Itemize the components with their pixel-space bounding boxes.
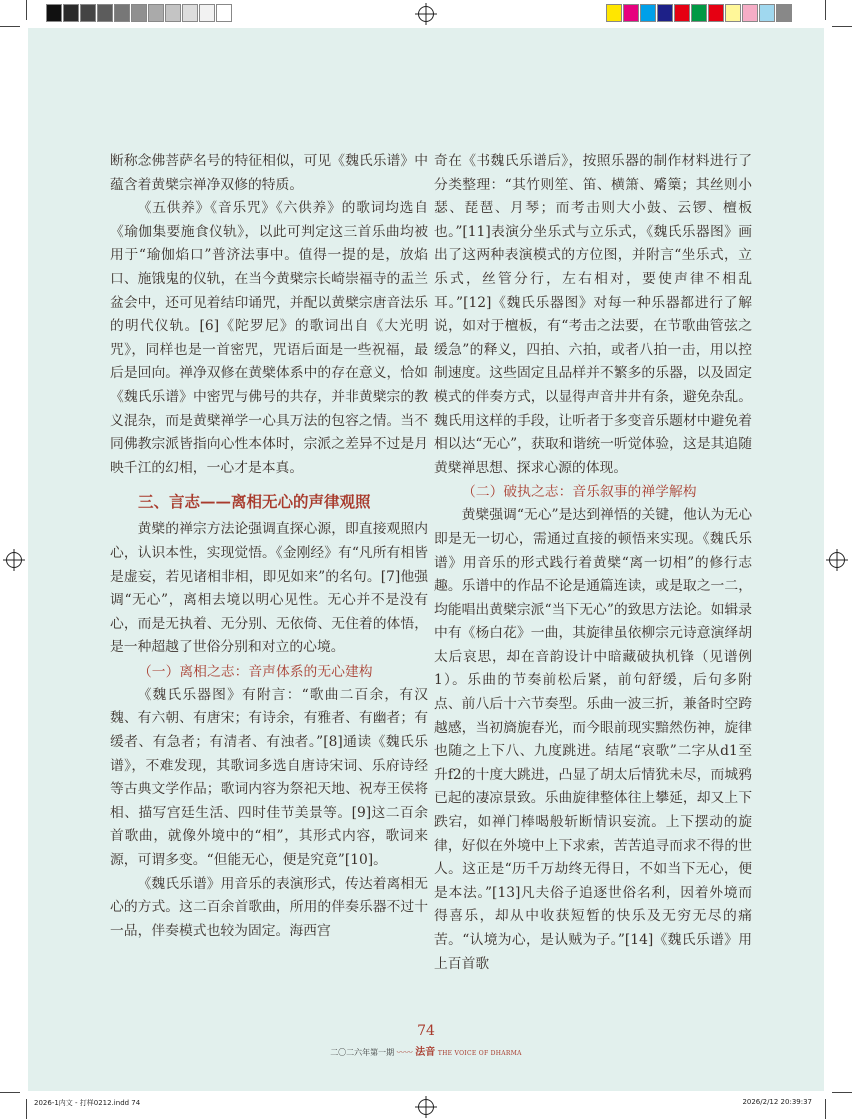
color-swatch	[97, 4, 113, 22]
color-swatch	[640, 4, 656, 22]
page-number: 74	[417, 1023, 435, 1039]
footer	[0, 1043, 852, 1058]
color-swatch	[674, 4, 690, 22]
color-swatch	[759, 4, 775, 22]
color-swatch	[199, 4, 215, 22]
paragraph: 黄檗强调“无心”是达到禅悟的关键，他认为无心即是无一切心，需通过直接的顿悟来实现。《魏氏乐谱》用音乐的形式践行着黄檗“离一切相”的修行志趣。乐谱中的作品不论是通篇连读，或是取之一二，均能唱出黄檗宗派“当下无心”的致思方法论。如辑录中有《杨白花》一曲，其旋律虽依柳宗元诗意演绎胡太后哀思，却在音韵设计中暗藏破执机锋（见谱例1）。乐曲的节奏前松后紧，前句舒缓，后句多附点、前八后十六节奏型。乐曲一波三折，兼备时空跨越感，当初旖旎春光，而今眼前现实黯然伤神，旋律也随之上下八、九度跳进。结尾“哀歌”二字从d1至升f2的十度大跳进，凸显了胡太后情犹未尽，而城鸦已起的凄凉景致。乐曲旋律整体往上攀延，却又上下跌宕，如禅门棒喝般斩断情识妄流。上下摆动的旋律，好似在外境中上下求索，苦苦追寻而求不得的世人。这正是“历千万劫终无得日，不如当下无心，便是本法。”[13]凡夫俗子追逐世俗名利，因着外境而得喜乐，却从中收获短暂的快乐及无穷无尽的痛苦。“认境为心，是认贼为子。”[14]《魏氏乐谱》用上百首歌	[434, 507, 752, 972]
color-swatch	[182, 4, 198, 22]
color-swatch	[776, 4, 792, 22]
color-swatch	[148, 4, 164, 22]
gray-color-bar	[46, 4, 233, 22]
color-swatch	[216, 4, 232, 22]
crop-mark	[0, 1092, 20, 1093]
registration-mark-icon	[829, 552, 845, 568]
crop-mark	[26, 1099, 27, 1119]
registration-mark-icon	[418, 1099, 434, 1115]
crop-mark	[832, 1092, 852, 1093]
brand-logo: 法音	[415, 1047, 436, 1058]
file-slug: 2026-1内文 - 打样0212.indd 74	[34, 1099, 141, 1107]
issue-label: 二〇二六年第一期	[330, 1048, 395, 1057]
crop-mark	[0, 26, 20, 27]
registration-mark-icon	[418, 6, 434, 22]
color-swatch	[742, 4, 758, 22]
crop-mark	[825, 0, 826, 20]
subsection-heading: （二）破执之志：音乐叙事的禅学解构	[462, 484, 697, 501]
cloud-ornament-icon: 〰〰	[396, 1048, 413, 1057]
section-heading: 三、言志——离相无心的声律观照	[138, 492, 371, 512]
color-swatch	[657, 4, 673, 22]
color-swatch	[46, 4, 62, 22]
color-bar	[606, 4, 793, 22]
color-swatch	[708, 4, 724, 22]
color-swatch	[691, 4, 707, 22]
paragraph: 《五供养》《音乐咒》《六供养》的歌词均选自《瑜伽集要施食仪轨》，以此可判定这三首乐曲均被用于“瑜伽焰口”普济法事中。值得一提的是，放焰口、施饿鬼的仪轨，在当今黄檗宗长崎崇福寺的盂兰盆会中，还可见着结印诵咒，并配以黄檗宗唐音法乐的明代仪轨。[6]《陀罗尼》的歌词出自《大光明咒》，同样也是一首密咒，咒语后面是一些祝福，最后是回向。禅净双修在黄檗体系中的存在意义，恰如《魏氏乐谱》中密咒与佛号的共存，并非黄檗宗的教义混杂，而是黄檗禅学一心具万法的包容之情。当不同佛教宗派皆指向心性本体时，宗派之差异不过是月映千江的幻相，一心才是本真。	[110, 200, 428, 476]
crop-mark	[26, 0, 27, 20]
color-swatch	[623, 4, 639, 22]
registration-mark-icon	[6, 552, 22, 568]
paragraph: 《魏氏乐器图》有附言：“歌曲二百余，有汉魏、有六朝、有唐宋；有诗余，有雅者、有幽者；有缓者、有急者；有清者、有浊者。”[8]通读《魏氏乐谱》，不难发现，其歌词多选自唐诗宋词、乐府诗经等古典文学作品；歌词内容为祭祀天地、祝寿王侯将相、描写宫廷生活、四时佳节美景等。[9]这二百余首歌曲，就像外境中的“相”，其形式内容，歌词来源，可谓多变。“但能无心，便是究竟”[10]。	[110, 686, 428, 869]
subsection-heading: （一）离相之志：音声体系的无心建构	[138, 663, 373, 680]
color-swatch	[63, 4, 79, 22]
color-swatch	[131, 4, 147, 22]
color-swatch	[165, 4, 181, 22]
timestamp-slug: 2026/2/12 20:39:37	[742, 1098, 812, 1106]
crop-mark	[825, 1099, 826, 1119]
left-column	[110, 150, 428, 943]
crop-mark	[832, 26, 852, 27]
color-swatch	[606, 4, 622, 22]
brand-english: THE VOICE OF DHARMA	[437, 1050, 522, 1057]
paragraph: 《魏氏乐谱》用音乐的表演形式，传达着离相无心的方式。这二百余首歌曲，所用的伴奏乐器不过十一品，伴奏模式也较为固定。海西宫	[110, 875, 428, 939]
paragraph: 奇在《书魏氏乐谱后》，按照乐器的制作材料进行了分类整理：“其竹则笙、笛、横箫、觱篥；其丝则小瑟、琵琶、月琴；而考击则大小鼓、云锣、檀板也。”[11]表演分坐乐式与立乐式，《魏氏乐器图》画出了这两种表演模式的方位图，并附言“坐乐式，立乐式，丝管分行，左右相对，要使声律不相乱耳。”[12]《魏氏乐器图》对每一种乐器都进行了解说，如对于檀板，有“考击之法要，在节歌曲管弦之缓急”的释义，四拍、六拍，或者八拍一击，用以控制速度。这些固定且品样并不繁多的乐器，以及固定模式的伴奏方式，以显得声音井井有条，避免杂乱。魏氏用这样的手段，让听者于多变音乐题材中避免着相以达“无心”，获取和谐统一听觉体验，这是其追随黄檗禅思想、探求心源的体现。	[434, 153, 752, 476]
paragraph: 断称念佛菩萨名号的特征相似，可见《魏氏乐谱》中蕴含着黄檗宗禅净双修的特质。	[110, 153, 428, 193]
color-swatch	[725, 4, 741, 22]
color-swatch	[80, 4, 96, 22]
color-swatch	[114, 4, 130, 22]
right-column	[434, 150, 752, 976]
paragraph: 黄檗的禅宗方法论强调直探心源，即直接观照内心，认识本性，实现觉悟。《金刚经》有“凡所有相皆是虚妄，若见诸相非相，即见如来”的名句。[7]他强调“无心”，离相去境以明心见性。无心并不是没有心，而是无执着、无分别、无依倚、无住着的体悟，是一种超越了世俗分别和对立的心境。	[110, 521, 428, 656]
